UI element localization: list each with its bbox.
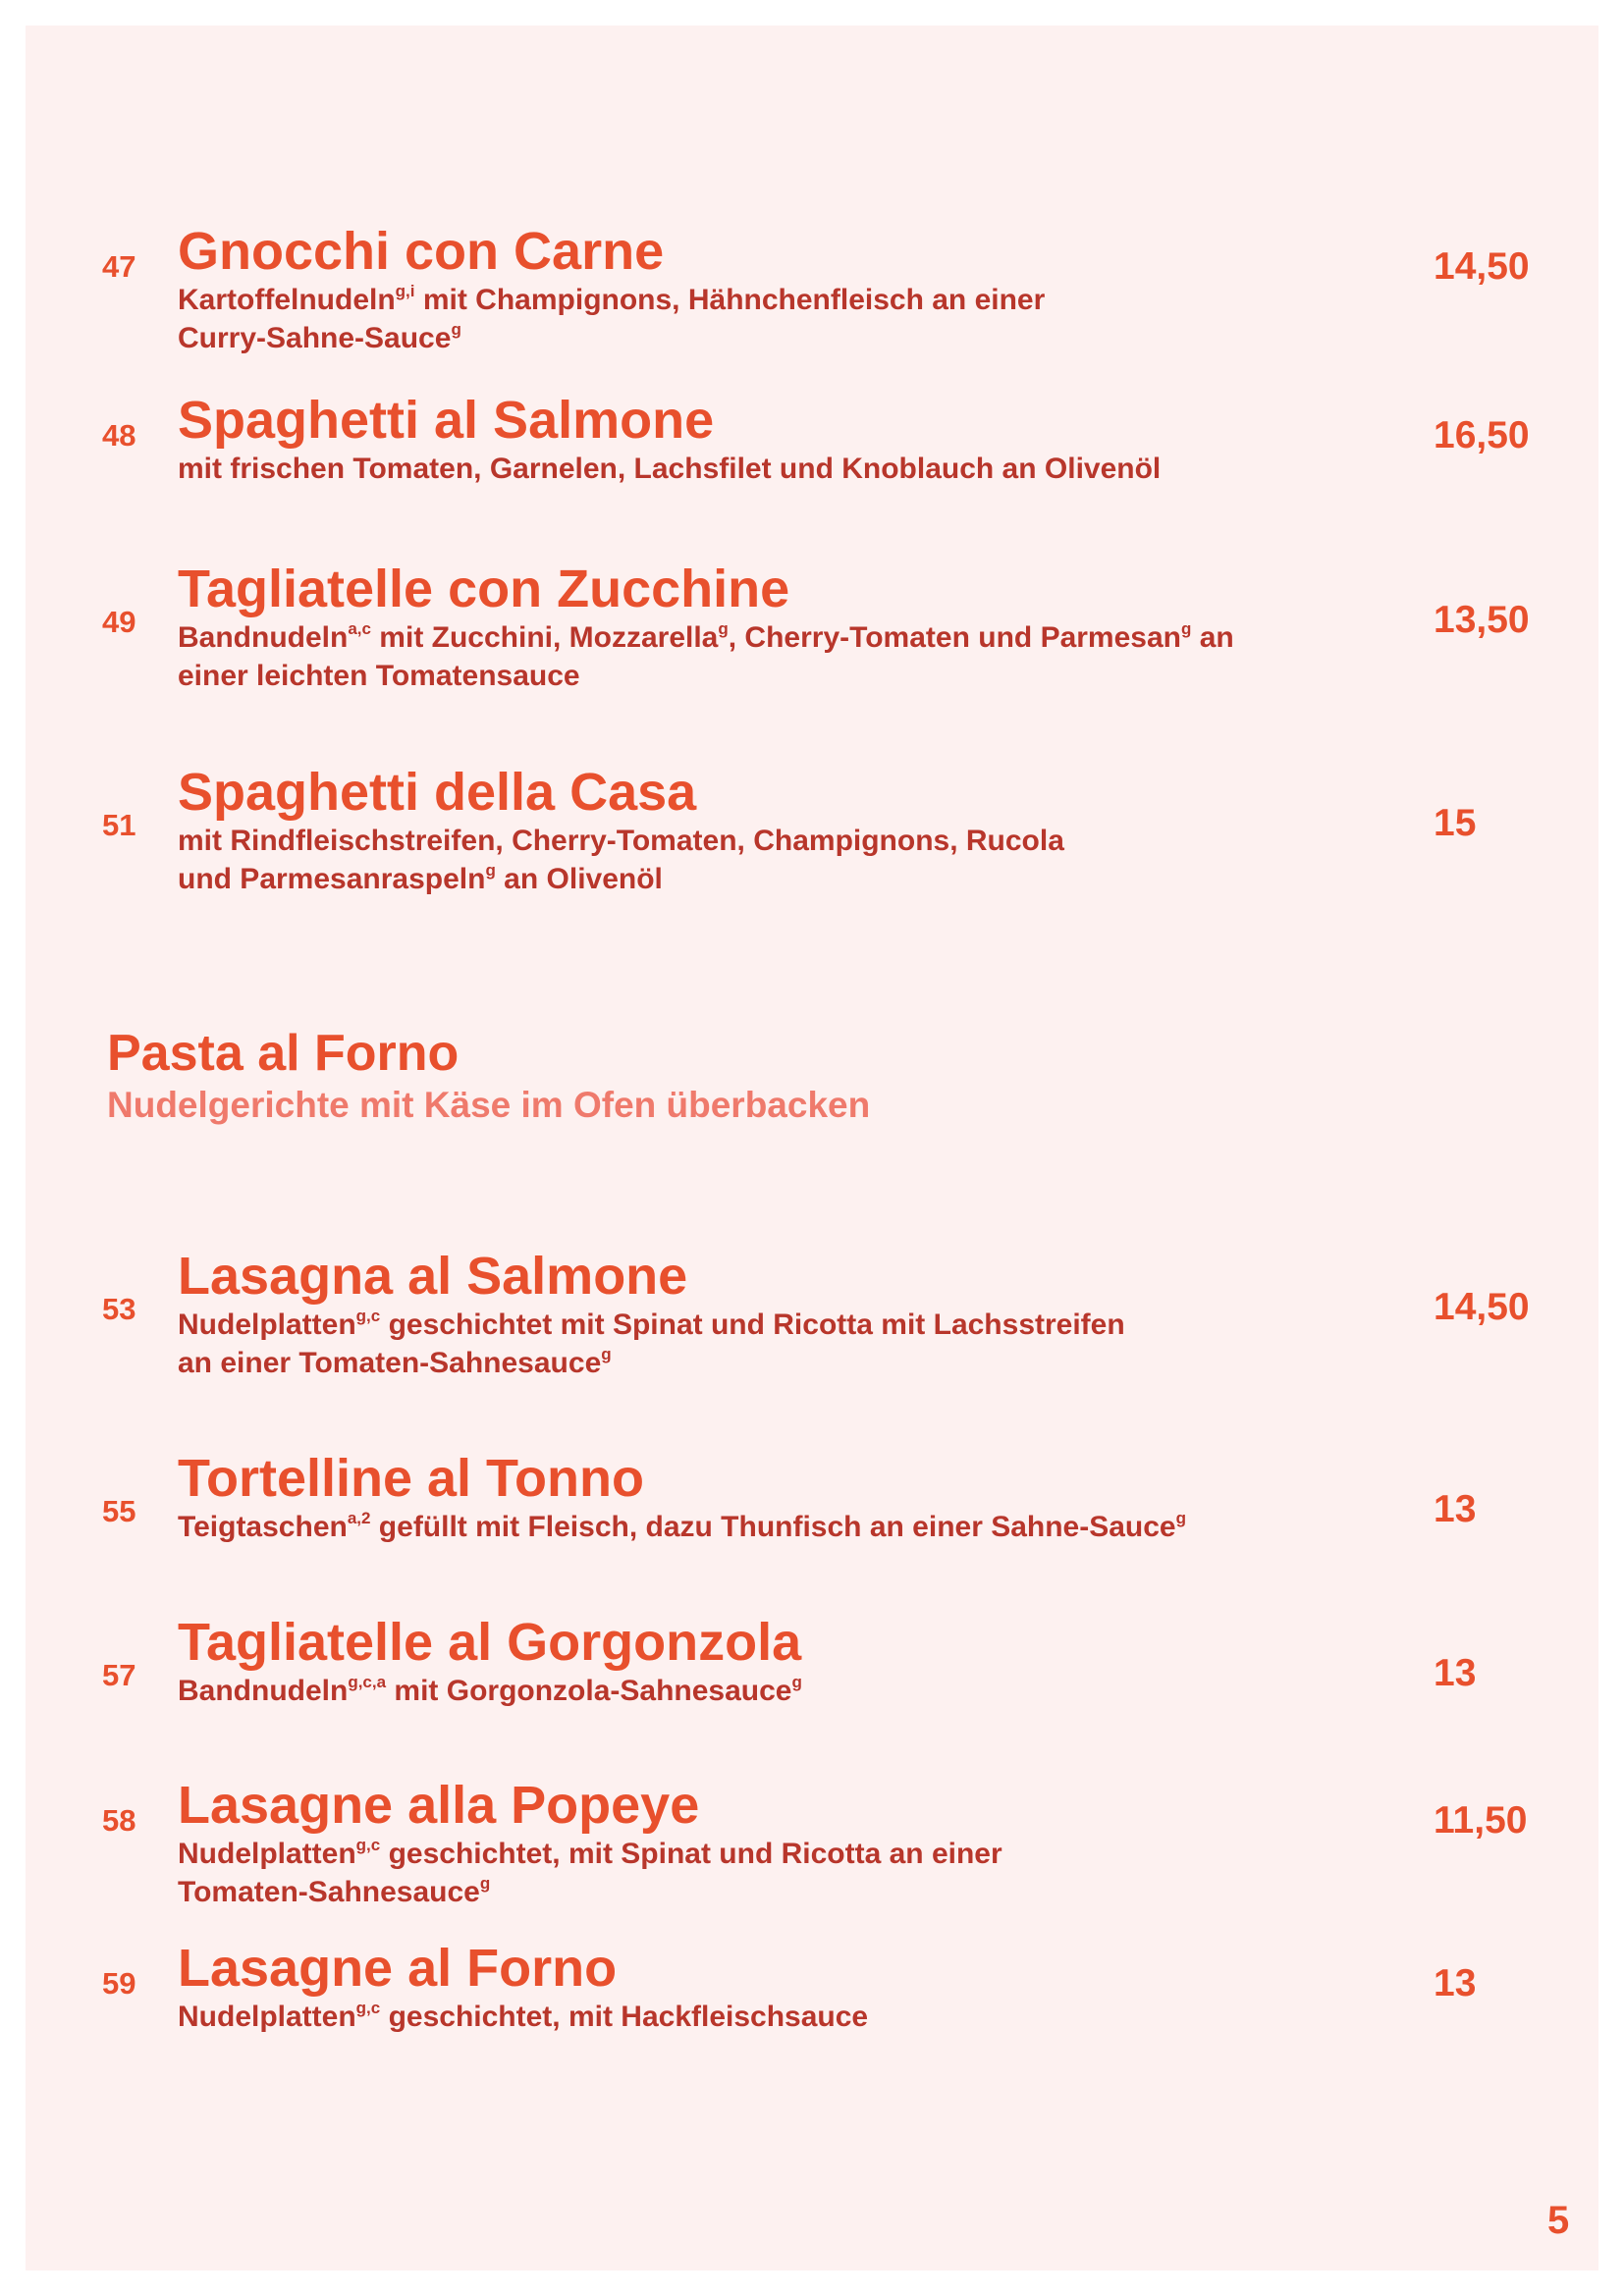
- item-title: Gnocchi con Carne: [178, 222, 665, 281]
- item-price: 16,50: [1434, 414, 1530, 456]
- item-title: Spaghetti della Casa: [178, 763, 697, 822]
- item-title: Tagliatelle al Gorgonzola: [178, 1613, 802, 1672]
- section-subtitle: Nudelgerichte mit Käse im Ofen überbacken: [107, 1085, 871, 1125]
- item-price: 13: [1434, 1962, 1477, 2004]
- item-price: 14,50: [1434, 245, 1530, 288]
- item-price: 13: [1434, 1488, 1477, 1530]
- item-number: 49: [102, 605, 136, 639]
- item-description: mit Rindfleischstreifen, Cherry-Tomaten, Champignons, Rucola und Parmesanraspeln$^g$ an Olivenöl: [178, 825, 1064, 895]
- item-number: 58: [102, 1803, 136, 1838]
- item-price: 13: [1434, 1652, 1477, 1694]
- item-number: 48: [102, 418, 136, 453]
- section-title: Pasta al Forno: [107, 1025, 460, 1082]
- item-number: 55: [102, 1494, 136, 1528]
- item-description: Nudelplatten$^{g,c}$ geschichtet mit Spinat und Ricotta mit Lachsstreifen an einer Tomaten-Sahnesauce$^g$: [178, 1307, 1125, 1379]
- item-description: Bandnudeln$^{a,c}$ mit Zucchini, Mozzarella$^g$, Cherry-Tomaten und Parmesan$^g$ an einer leichten Tomatensauce: [178, 619, 1234, 692]
- page-number: 5: [1547, 2199, 1570, 2242]
- item-number: 47: [102, 249, 136, 284]
- item-number: 59: [102, 1966, 136, 2001]
- item-number: 51: [102, 808, 136, 842]
- item-description: Kartoffelnudeln$^{g,i}$ mit Champignons, Hähnchenfleisch an einer Curry-Sahne-Sauce$^g$: [178, 282, 1046, 354]
- item-title: Lasagna al Salmone: [178, 1247, 688, 1306]
- item-number: 57: [102, 1658, 136, 1692]
- item-title: Tortelline al Tonno: [178, 1449, 644, 1508]
- menu-page: [26, 26, 1598, 2270]
- item-description: mit frischen Tomaten, Garnelen, Lachsfilet und Knoblauch an Olivenöl: [178, 453, 1162, 485]
- item-title: Lasagne alla Popeye: [178, 1776, 700, 1835]
- item-price: 13,50: [1434, 599, 1530, 641]
- item-price: 14,50: [1434, 1286, 1530, 1328]
- item-description: Bandnudeln$^{g,c,a}$ mit Gorgonzola-Sahnesauce$^g$: [178, 1673, 802, 1707]
- item-description: Nudelplatten$^{g,c}$ geschichtet, mit Hackfleischsauce: [178, 1999, 869, 2033]
- item-price: 11,50: [1434, 1799, 1528, 1842]
- item-title: Lasagne al Forno: [178, 1939, 618, 1998]
- item-description: Nudelplatten$^{g,c}$ geschichtet, mit Spinat und Ricotta an einer Tomaten-Sahnesauce$^g$: [178, 1836, 1002, 1908]
- item-title: Spaghetti al Salmone: [178, 391, 715, 450]
- item-title: Tagliatelle con Zucchine: [178, 560, 790, 618]
- item-number: 53: [102, 1292, 136, 1326]
- item-price: 15: [1434, 802, 1477, 844]
- item-description: Teigtaschen$^{a,2}$ gefüllt mit Fleisch, dazu Thunfisch an einer Sahne-Sauce$^g$: [178, 1509, 1187, 1543]
